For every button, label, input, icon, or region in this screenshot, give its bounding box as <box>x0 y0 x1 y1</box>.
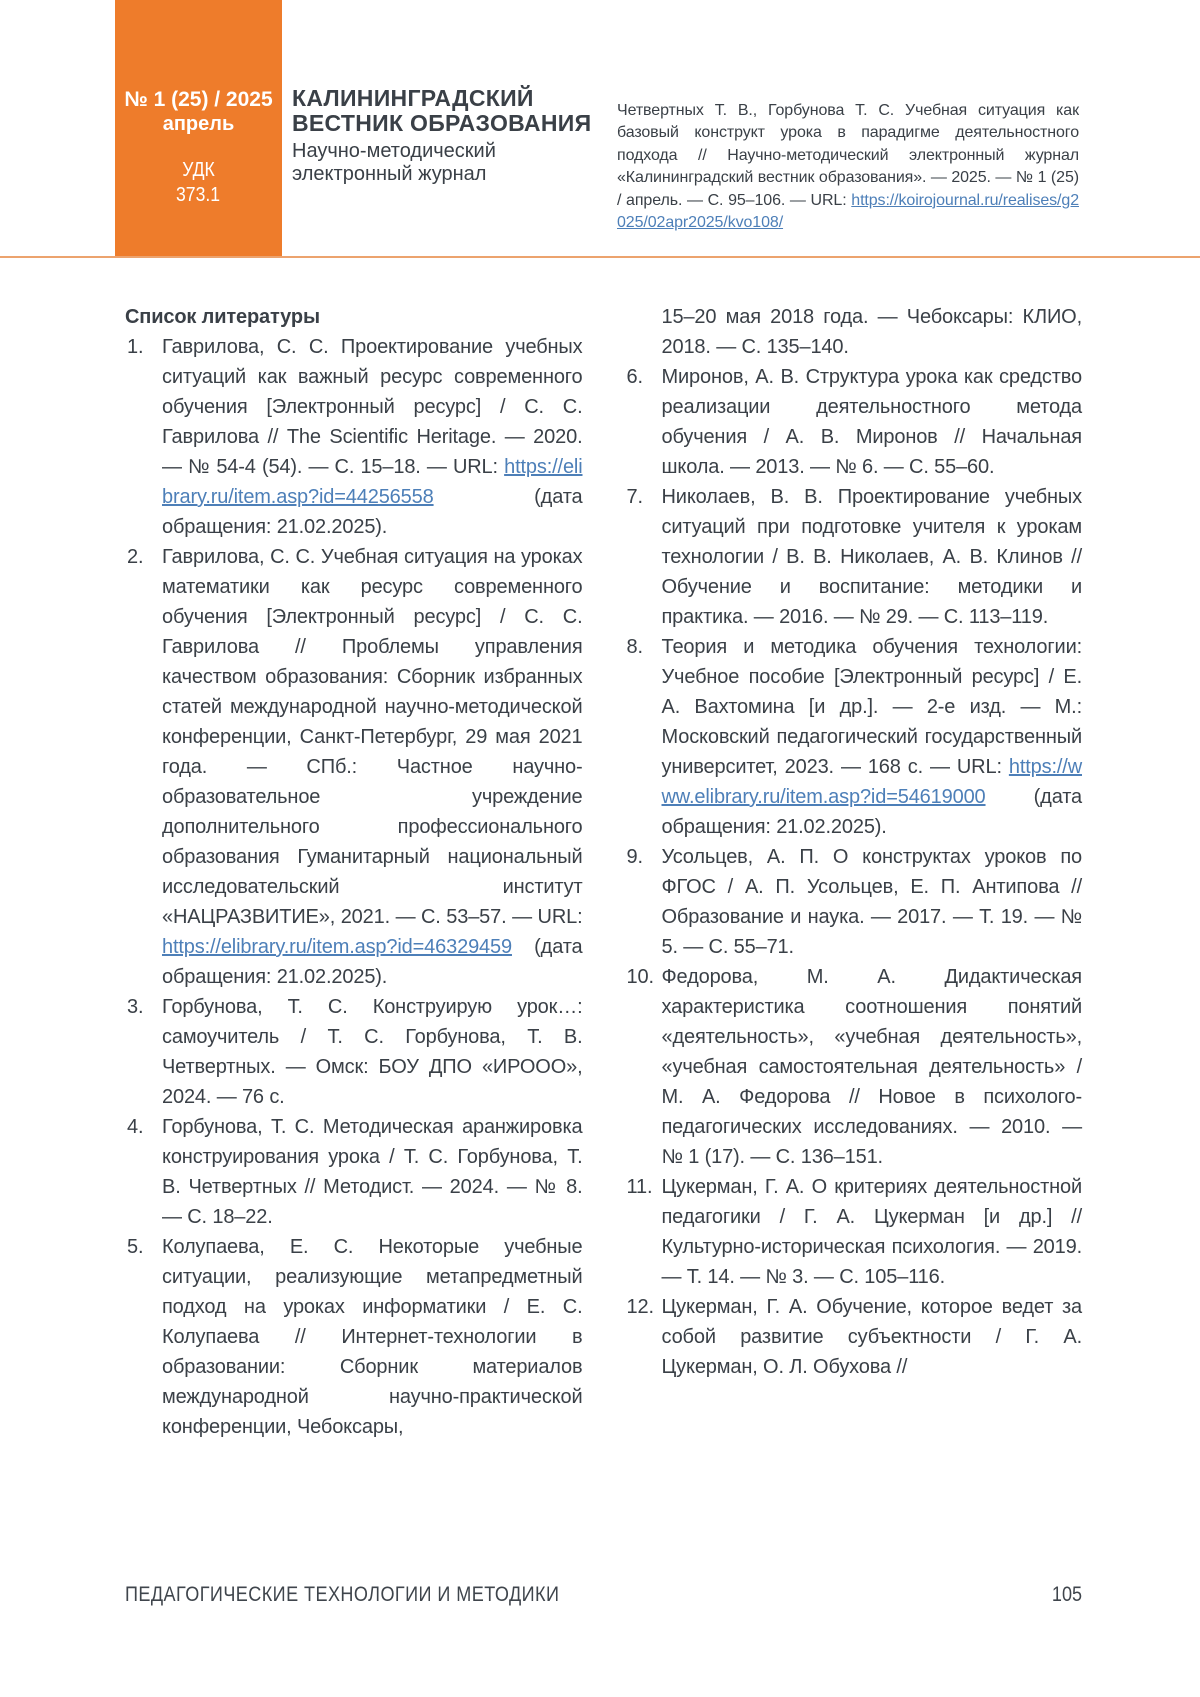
reference-item: 12. Цукерман, Г. А. Обучение, которое ведет за собой развитие субъектности / Г. А. Цукерман, О. Л. Обухова // <box>625 1292 1083 1382</box>
reference-url-link[interactable]: https://elibrary.ru/item.asp?id=46329459 <box>162 936 512 958</box>
page-footer <box>125 1583 1082 1607</box>
reference-url-link[interactable]: https://elibrary.ru/item.asp?id=44256558 <box>162 456 583 508</box>
footer-section-title: ПЕДАГОГИЧЕСКИЕ ТЕХНОЛОГИИ И МЕТОДИКИ <box>125 1583 560 1606</box>
reference-item: 9. Усольцев, А. П. О конструктах уроков по ФГОС / А. П. Усольцев, Е. П. Антипова // Образование и наука. — 2017. — Т. 19. — № 5. — С. 55–71. <box>625 842 1083 962</box>
reference-number: 6. <box>626 366 643 388</box>
reference-number: 5. <box>127 1236 144 1258</box>
reference-number: 2. <box>127 546 144 568</box>
reference-item: 6. Миронов, А. В. Структура урока как средство реализации деятельностного метода обучения / А. В. Миронов // Начальная школа. — 2013. — № 6. — С. 55–60. <box>625 362 1083 482</box>
reference-item: 2. Гаврилова, С. С. Учебная ситуация на уроках математики как ресурс современного обучения [Электронный ресурс] / С. С. Гаврилова // Проблемы управления качеством образования: Сборник избранных статей международной научно-методической конференции, Санкт-Петербург, 29 мая 2021 года. — СПб.: Частное научно-образовательное учреждение дополнительного профессионального образования Гуманитарный национальный исследовательский институт «НАЦРАЗВИТИЕ», 2021. — С. 53–57. — URL: https://elibrary.ru/item.asp?id=46329459 (дата обращения: 21.02.2025). <box>125 542 583 992</box>
reference-number: 1. <box>127 336 144 358</box>
reference-number: 12. <box>626 1296 654 1318</box>
citation-text: Четвертных Т. В., Горбунова Т. С. Учебная ситуация как базовый конструкт урока в парадигме деятельностного подхода // Научно-методический электронный журнал «Калининградский вестник образования». — 2025. — № 1 (25) / апрель. — С. 95–106. — URL: <box>617 102 1079 209</box>
reference-item: 7. Николаев, В. В. Проектирование учебных ситуаций при подготовке учителя к урокам технологии / В. В. Николаев, А. В. Клинов // Обучение и воспитание: методики и практика. — 2016. — № 29. — С. 113–119. <box>625 482 1083 632</box>
issue-month: апрель <box>162 113 235 135</box>
reference-number: 4. <box>127 1116 144 1138</box>
udk-value: 373.1 <box>176 184 221 206</box>
issue-box <box>115 0 282 258</box>
references-column-1 <box>125 302 583 1442</box>
references-list-1 <box>125 332 583 1442</box>
udk-block <box>115 158 282 208</box>
reference-item: 3. Горбунова, Т. С. Конструирую урок…: самоучитель / Т. С. Горбунова, Т. В. Четвертных. — Омск: БОУ ДПО «ИРООО», 2024. — 76 с. <box>125 992 583 1112</box>
references-column-2 <box>625 302 1083 1442</box>
reference-item: 5. Колупаева, Е. С. Некоторые учебные ситуации, реализующие метапредметный подход на уроках информатики / Е. С. Колупаева // Интернет-технологии в образовании: Сборник материалов международной научно-практической конференции, Чебоксары, <box>125 1232 583 1442</box>
reference-item: 4. Горбунова, Т. С. Методическая аранжировка конструирования урока / Т. С. Горбунова, Т. В. Четвертных // Методист. — 2024. — № 8. — С. 18–22. <box>125 1112 583 1232</box>
reference-number: 3. <box>127 996 144 1018</box>
article-citation <box>617 100 1079 234</box>
reference-url-link[interactable]: https://www.elibrary.ru/item.asp?id=54619000 <box>661 756 1082 808</box>
journal-block <box>292 86 591 186</box>
references-heading: Список литературы <box>125 306 320 328</box>
citation-url-link[interactable]: https://koirojournal.ru/realises/g2025/02apr2025/kvo108/ <box>617 191 1079 232</box>
reference-number: 11. <box>626 1176 653 1198</box>
reference-item: 1. Гаврилова, С. С. Проектирование учебных ситуаций как важный ресурс современного обучения [Электронный ресурс] / С. С. Гаврилова // The Scientific Heritage. — 2020. — № 54-4 (54). — С. 15–18. — URL: https://elibrary.ru/item.asp?id=44256558 (дата обращения: 21.02.2025). <box>125 332 583 542</box>
page-number: 105 <box>1051 1583 1082 1606</box>
reference-number: 7. <box>626 486 643 508</box>
reference-number: 8. <box>626 636 643 658</box>
issue-number: № 1 (25) / 2025 <box>124 88 273 111</box>
reference-item: 15–20 мая 2018 года. — Чебоксары: КЛИО, 2018. — С. 135–140. <box>661 306 1082 358</box>
reference-item: 11. Цукерман, Г. А. О критериях деятельностной педагогики / Г. А. Цукерман [и др.] // Культурно-историческая психология. — 2019. — Т. 14. — № 3. — С. 105–116. <box>625 1172 1083 1292</box>
reference-item: 10. Федорова, М. А. Дидактическая характеристика соотношения понятий «деятельность», «учебная деятельность», «учебная самостоятельная деятельность» / М. А. Федорова // Новое в психолого-педагогических исследованиях. — 2010. — № 1 (17). — С. 136–151. <box>625 962 1083 1172</box>
header-rule <box>0 256 1200 258</box>
reference-number: 9. <box>626 846 643 868</box>
journal-subtitle: Научно-методический электронный журнал <box>292 140 496 185</box>
references-section <box>125 302 1082 1442</box>
reference-number: 10. <box>626 966 654 988</box>
udk-label: УДК <box>182 159 215 181</box>
references-list-2 <box>625 302 1083 1382</box>
reference-item: 8. Теория и методика обучения технологии: Учебное пособие [Электронный ресурс] / Е. А. Вахтомина [и др.]. — 2-е изд. — М.: Московский педагогический государственный университет, 2023. — 168 с. — URL: https://www.elibrary.ru/item.asp?id=54619000 (дата обращения: 21.02.2025). <box>625 632 1083 842</box>
journal-title: КАЛИНИНГРАДСКИЙ ВЕСТНИК ОБРАЗОВАНИЯ <box>292 85 592 136</box>
